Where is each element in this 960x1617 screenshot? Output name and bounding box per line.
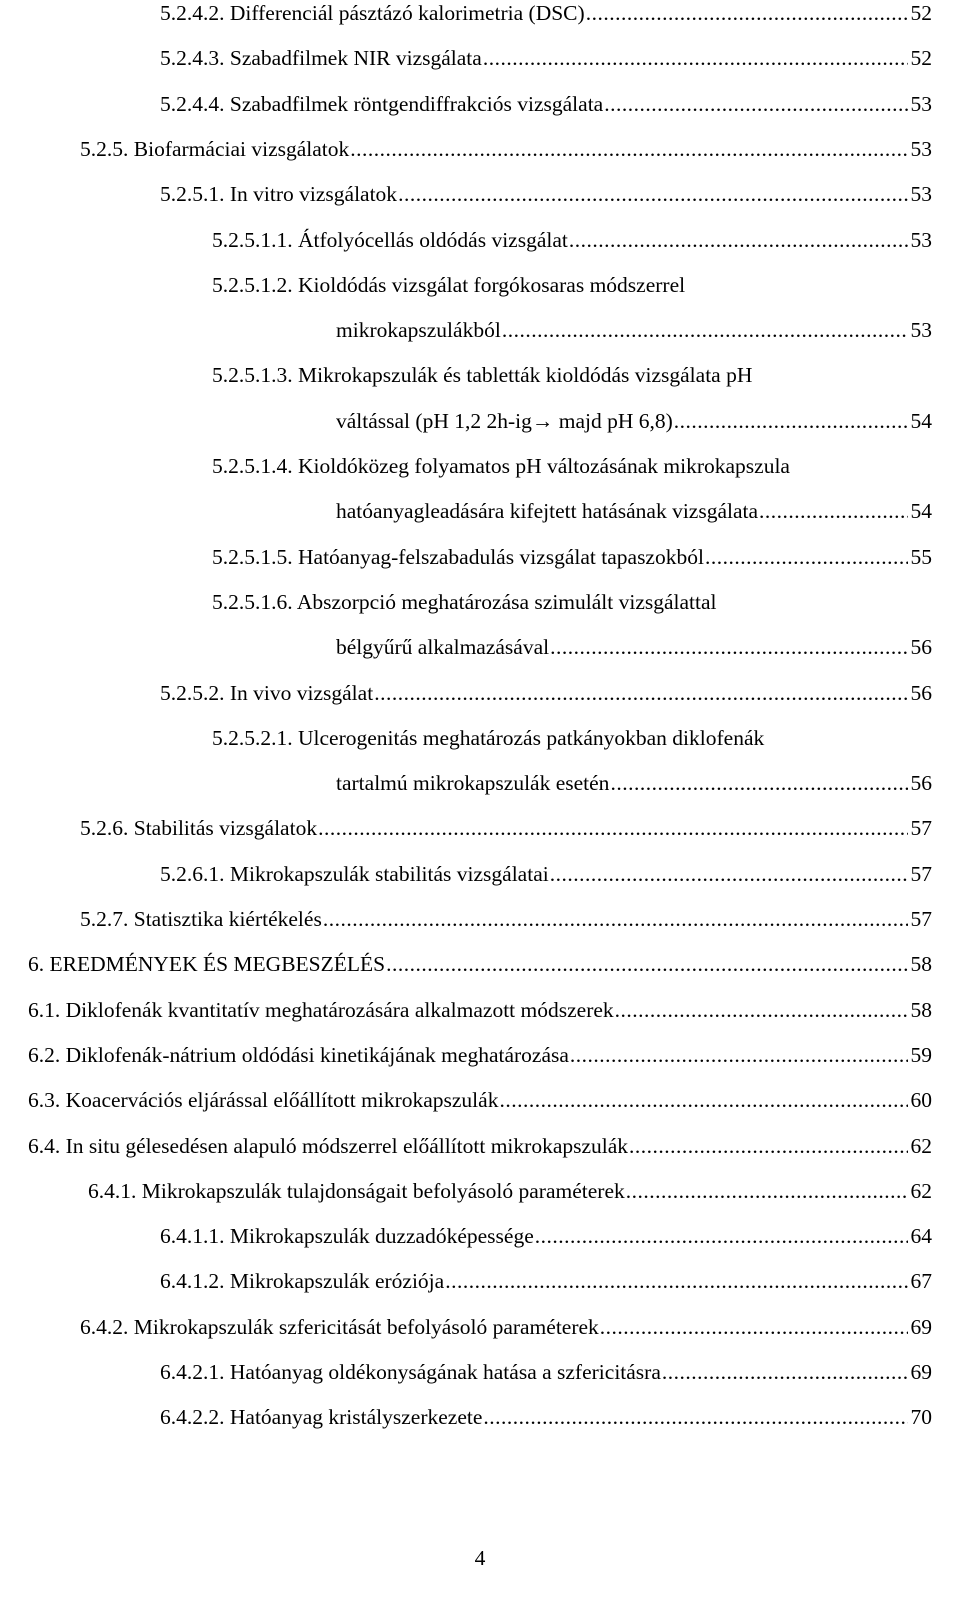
toc-entry-title: Differenciál pásztázó kalorimetria (DSC) [229, 1, 585, 25]
toc-entry-title: EREDMÉNYEK ÉS MEGBESZÉLÉS [49, 952, 386, 977]
toc-entry-title: Mikrokapszulák stabilitás vizsgálatai [229, 861, 549, 886]
toc-entry-number: 5.2.6.1. [160, 861, 225, 886]
toc-entry-title: Mikrokapszulák és tabletták kioldódás vizsgálata pH [298, 363, 753, 388]
toc-entry [160, 680, 932, 707]
toc-entry-page: 53 [910, 318, 932, 343]
toc-dot-leader [626, 1178, 908, 1205]
toc-entry-page: 62 [910, 1133, 932, 1158]
toc-entry-title: Biofarmáciai vizsgálatok [133, 136, 350, 161]
toc-entry [212, 272, 932, 299]
toc-entry [28, 951, 932, 978]
toc-entry-number: 5.2.5.1.3. [212, 363, 293, 388]
toc-dot-leader [483, 1404, 907, 1431]
toc-dot-leader [535, 1223, 908, 1250]
toc-entry-page: 67 [910, 1269, 932, 1294]
toc-entry-number: 5.2.4.4. [160, 91, 225, 116]
toc-entry-title: Kioldódás vizsgálat forgókosaras módszerrel [298, 272, 686, 297]
toc-entry-title-continued: váltással (pH 1,2 2h-ig→ majd pH 6,8) [336, 408, 673, 433]
toc-entry-title: Mikrokapszulák duzzadóképessége [229, 1224, 534, 1249]
toc-entry-number: 6.4.2.1. [160, 1360, 225, 1384]
toc-entry-page: 64 [910, 1224, 932, 1249]
toc-entry-title: Statisztika kiértékelés [133, 907, 322, 931]
toc-entry-title: Mikrokapszulák eróziója [229, 1269, 445, 1294]
toc-entry [160, 861, 932, 888]
toc-entry [160, 91, 932, 118]
toc-dot-leader [445, 1268, 907, 1295]
toc-dot-leader [570, 1042, 908, 1069]
toc-entry-number: 5.2.5.1.6. [212, 589, 293, 614]
toc-entry-page: 54 [910, 408, 932, 433]
toc-entry-title: Mikrokapszulák tulajdonságait befolyásoló paraméterek [141, 1178, 625, 1203]
toc-entry-continuation [336, 317, 932, 344]
toc-entry [212, 725, 932, 752]
toc-entry-page: 53 [910, 136, 932, 161]
toc-dot-leader [586, 0, 908, 27]
toc-entry-title: Stabilitás vizsgálatok [133, 816, 318, 841]
toc-entry-title: Diklofenák kvantitatív meghatározására alkalmazott módszerek [65, 997, 614, 1022]
toc-dot-leader [705, 544, 908, 571]
toc-entry-page: 53 [910, 227, 932, 252]
toc-dot-leader [569, 227, 908, 254]
toc-entry-number: 5.2.5. [80, 136, 129, 161]
toc-entry [80, 906, 932, 933]
toc-entry-number: 5.2.5.1. [160, 182, 225, 207]
toc-entry-page: 62 [910, 1178, 932, 1203]
toc-entry-page: 52 [910, 1, 932, 25]
toc-entry [160, 1223, 932, 1250]
toc-entry [160, 181, 932, 208]
toc-entry-title: Szabadfilmek NIR vizsgálata [229, 46, 482, 71]
toc-dot-leader [662, 1359, 908, 1386]
toc-entry-page: 56 [910, 635, 932, 660]
toc-entry [212, 453, 932, 480]
toc-entry-page: 57 [910, 907, 932, 931]
toc-dot-leader [674, 408, 908, 435]
toc-entry-title: Koacervációs eljárással előállított mikrokapszulák [65, 1088, 499, 1113]
toc-entry-page: 58 [910, 997, 932, 1022]
toc-entry-title: Szabadfilmek röntgendiffrakciós vizsgálata [229, 91, 604, 116]
toc-entry-page: 53 [910, 91, 932, 116]
toc-entry-page: 58 [910, 952, 932, 977]
toc-entry-number: 5.2.4.3. [160, 46, 225, 71]
toc-entry-number: 5.2.5.1.4. [212, 454, 293, 478]
toc-entry [160, 1404, 932, 1431]
toc-entry-number: 5.2.6. [80, 816, 129, 841]
toc-entry-page: 69 [910, 1314, 932, 1339]
toc-entry-page: 55 [910, 544, 932, 569]
toc-entry-title: Diklofenák-nátrium oldódási kinetikájának meghatározása [65, 1042, 569, 1067]
toc-entry-number: 5.2.5.2.1. [212, 725, 293, 750]
toc-entry-number: 6.1. [28, 997, 61, 1022]
toc-entry-page: 54 [910, 499, 932, 524]
toc-entry-page: 70 [910, 1405, 932, 1430]
toc-entry-number: 5.2.5.2. [160, 680, 225, 705]
toc-entry-number: 6.2. [28, 1042, 61, 1067]
toc-entry [28, 997, 932, 1024]
toc-entry-number: 6.4.2.2. [160, 1405, 225, 1430]
toc-entry-title-continued: tartalmú mikrokapszulák esetén [336, 771, 610, 796]
toc-entry-page: 60 [910, 1088, 932, 1113]
toc-dot-leader [610, 770, 907, 797]
toc-entry-number: 5.2.4.2. [160, 1, 225, 25]
toc-dot-leader [350, 136, 907, 163]
toc-entry-page: 57 [910, 861, 932, 886]
toc-dot-leader [374, 680, 907, 707]
toc-entry [80, 1314, 932, 1341]
toc-entry [212, 589, 932, 616]
toc-entry [212, 544, 932, 571]
toc-entry-title-continued: bélgyűrű alkalmazásával [336, 635, 550, 660]
toc-entry-number: 6.4.1.1. [160, 1224, 225, 1249]
toc-dot-leader [550, 634, 907, 661]
toc-entry-number: 5.2.5.1.2. [212, 272, 293, 297]
toc-dot-leader [499, 1087, 907, 1114]
toc-entry-number: 6.4.1. [88, 1178, 137, 1203]
toc-entry [80, 815, 932, 842]
toc-entry-number: 6.4. [28, 1133, 61, 1158]
toc-entry-number: 5.2.5.1.1. [212, 227, 293, 252]
toc-entry [212, 227, 932, 254]
toc-entry [80, 136, 932, 163]
toc-entry-number: 6.4.1.2. [160, 1269, 225, 1294]
toc-entry-title: In vivo vizsgálat [229, 680, 374, 705]
toc-dot-leader [600, 1314, 908, 1341]
toc-entry-page: 69 [910, 1360, 932, 1384]
toc-entry-page: 59 [910, 1042, 932, 1067]
toc-entry-title-continued: hatóanyagleadására kifejtett hatásának vizsgálata [336, 499, 759, 524]
toc-dot-leader [550, 861, 908, 888]
toc-entry-number: 6.4.2. [80, 1314, 129, 1339]
toc-entry-continuation [336, 634, 932, 661]
toc-entry-continuation [336, 498, 932, 525]
toc-entry-title-continued: mikrokapszulákból [336, 318, 501, 343]
toc-entry-title: Átfolyócellás oldódás vizsgálat [298, 227, 568, 252]
toc-entry-page: 52 [910, 46, 932, 71]
toc-dot-leader [318, 815, 907, 842]
toc-dot-leader [483, 45, 908, 72]
toc-entry-page: 56 [910, 771, 932, 796]
toc-entry-page: 53 [910, 182, 932, 207]
toc-entry [160, 45, 932, 72]
toc-entry [160, 1268, 932, 1295]
toc-entry-title: In situ gélesedésen alapuló módszerrel előállított mikrokapszulák [65, 1133, 629, 1158]
toc-entry-number: 6. [28, 952, 45, 977]
toc-entry [28, 1133, 932, 1160]
toc-dot-leader [604, 91, 907, 118]
toc-entry [212, 362, 932, 389]
page-number: 4 [474, 1546, 486, 1570]
toc-entry-continuation [336, 408, 932, 435]
toc-dot-leader [386, 951, 907, 978]
toc-dot-leader [502, 317, 908, 344]
toc-entry-page: 57 [910, 816, 932, 841]
toc-entry-number: 6.3. [28, 1088, 61, 1113]
toc-dot-leader [323, 906, 908, 933]
toc-dot-leader [629, 1133, 907, 1160]
toc-entry-title: In vitro vizsgálatok [229, 182, 398, 207]
toc-entry-title: Abszorpció meghatározása szimulált vizsgálattal [296, 589, 717, 614]
toc-entry [160, 1359, 932, 1386]
toc-entry-title: Hatóanyag oldékonyságának hatása a szfericitásra [229, 1360, 661, 1384]
toc-entry-title: Kioldóközeg folyamatos pH változásának mikrokapszula [298, 454, 790, 478]
toc-entry-title: Mikrokapszulák szfericitását befolyásoló paraméterek [133, 1314, 599, 1339]
toc-entry-continuation [336, 770, 932, 797]
toc-entry-page: 56 [910, 680, 932, 705]
toc-entry-title: Hatóanyag kristályszerkezete [229, 1405, 483, 1430]
toc-entry [28, 1087, 932, 1114]
toc-entry [160, 0, 932, 27]
toc-dot-leader [615, 997, 908, 1024]
toc-entry-title: Hatóanyag-felszabadulás vizsgálat tapaszokból [298, 544, 704, 569]
toc-dot-leader [759, 498, 907, 525]
toc-entry [28, 1042, 932, 1069]
toc-entry-number: 5.2.5.1.5. [212, 544, 293, 569]
toc-dot-leader [398, 181, 907, 208]
toc-entry-number: 5.2.7. [80, 907, 129, 931]
toc-entry-title: Ulcerogenitás meghatározás patkányokban diklofenák [298, 725, 765, 750]
toc-entry [88, 1178, 932, 1205]
